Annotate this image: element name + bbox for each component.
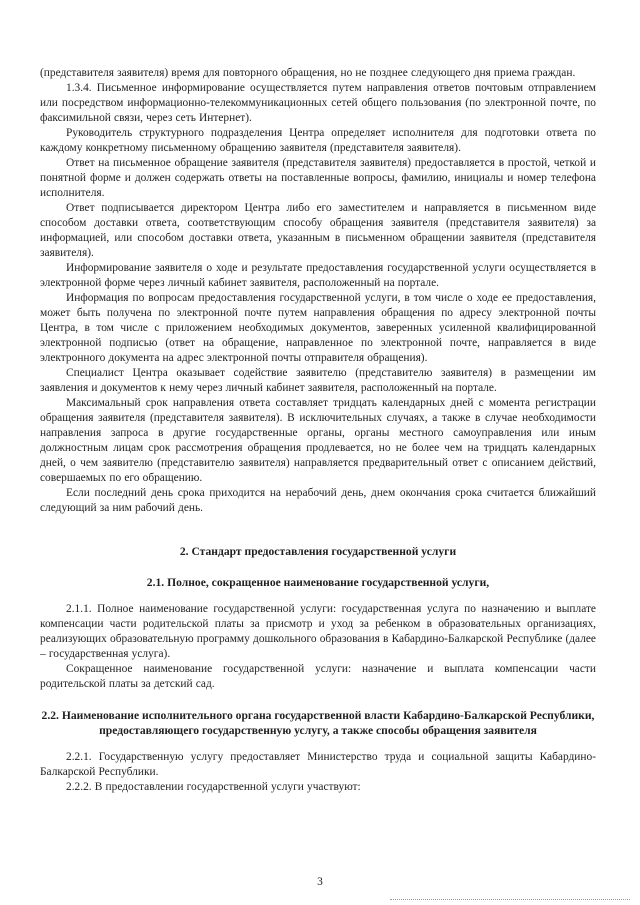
paragraph: 1.3.4. Письменное информирование осуществляется путем направления ответов почтовым отправлением или посредством информационно-телекоммуникационных сетей общего пользования (по электронной почте, по факсимильной связи, через сеть Интернет).: [40, 82, 596, 124]
paragraph: Руководитель структурного подразделения Центра определяет исполнителя для подготовки ответа по каждому конкретному письменному обращению заявителя (представителя заявителя).: [40, 127, 596, 154]
spacer: [40, 692, 596, 708]
paragraph: Сокращенное наименование государственной услуги: назначение и выплата компенсации части родительской платы за детский сад.: [40, 663, 596, 690]
paragraph: Ответ на письменное обращение заявителя (представителя заявителя) предоставляется в простой, четкой и понятной форме и должен содержать ответы на поставленные вопросы, фамилию, инициалы и номер телефона исполнителя.: [40, 157, 596, 199]
spacer: [40, 559, 596, 575]
spacer: [40, 738, 596, 750]
paragraph: 2.2.2. В предоставлении государственной услуги участвуют:: [66, 781, 361, 793]
paragraph: 2.2.1. Государственную услугу предоставляет Министерство труда и социальной защиты Кабардино-Балкарской Республики.: [40, 751, 596, 778]
paragraph: 2.1.1. Полное наименование государственной услуги: государственная услуга по назначению и выплате компенсации части родительской платы за присмотр и уход за ребенком в образовательных организациях, реализующих образовательную программу дошкольного образования в Кабардино-Балкарской Республике (далее – государственная услуга).: [40, 603, 596, 660]
page-number: 3: [317, 876, 323, 888]
paragraph: Максимальный срок направления ответа составляет тридцать календарных дней с момента регистрации обращения заявителя (представителя заявителя). В исключительных случаях, а также в случае необходимости направления запроса в другие государственные органы, органы местного самоуправления или иным должностным лицам срок рассмотрения обращения продлевается, но не более чем на тридцать календарных дней, о чем заявителю (представителю заявителя) направляется предварительный ответ с описанием действий, совершаемых по его обращению.: [40, 397, 596, 484]
footer-divider: [390, 899, 630, 900]
subsection-heading: 2.2. Наименование исполнительного органа государственной власти Кабардино-Балкарской Республики, предоставляющего государственную услугу, а также способы обращения заявителя: [41, 709, 595, 737]
paragraph: Информация по вопросам предоставления государственной услуги, в том числе о ходе ее предоставления, может быть получена по электронной почте путем направления обращения по адресу электронной почты Центра, в том числе с приложением необходимых документов, заверенных усиленной квалифицированной электронной подписью (ответ на обращение, направленное по электронной почте, направляется в виде электронного документа на адрес электронной почты отправителя обращения).: [40, 292, 596, 364]
spacer: [40, 516, 596, 544]
spacer: [40, 590, 596, 602]
paragraph: Если последний день срока приходится на нерабочий день, днем окончания срока считается ближайший следующий за ним рабочий день.: [40, 487, 596, 514]
paragraph: (представителя заявителя) время для повторного обращения, но не позднее следующего дня приема граждан.: [40, 67, 576, 79]
paragraph: Ответ подписывается директором Центра либо его заместителем и направляется в письменном виде способом доставки ответа, соответствующим способу обращения заявителя (представителя заявителя) за информацией, или способом доставки ответа, указанным в письменном обращении заявителя (представителя заявителя).: [40, 202, 596, 259]
subsection-heading: 2.1. Полное, сокращенное наименование государственной услуги,: [146, 576, 490, 589]
paragraph: Специалист Центра оказывает содействие заявителю (представителю заявителя) в размещении им заявления и документов к нему через личный кабинет заявителя, расположенный на портале.: [40, 367, 596, 394]
paragraph: Информирование заявителя о ходе и результате предоставления государственной услуги осуществляется в электронной форме через личный кабинет заявителя, расположенный на портале.: [40, 262, 596, 289]
section-heading: 2. Стандарт предоставления государственной услуги: [179, 545, 457, 558]
